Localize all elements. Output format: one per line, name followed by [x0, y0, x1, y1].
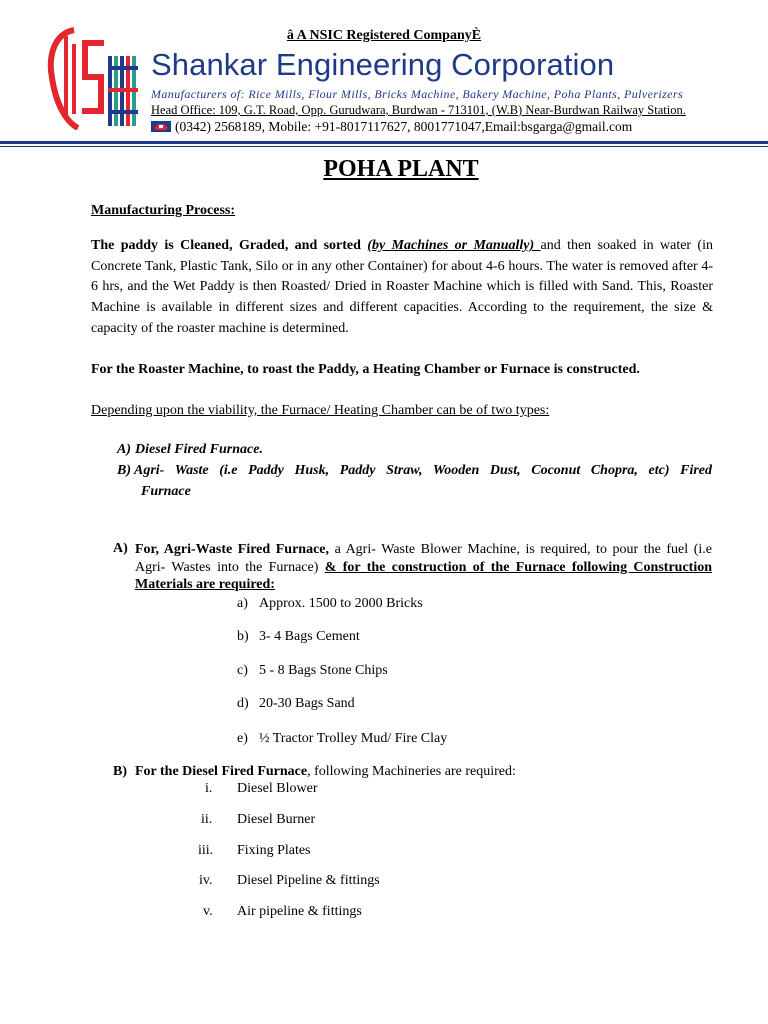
section-a-normal: a Agri- Waste Blower Machine, is required, to pour the fuel (i.e Agri- Wastes into the Furnace) — [135, 542, 712, 575]
material-marker: e) — [237, 731, 248, 746]
nsic-registration-line: â A NSIC Registered CompanyÈ — [286, 28, 482, 43]
section-b-bold: For the Diesel Fired Furnace — [135, 764, 308, 779]
material-marker: c) — [237, 663, 248, 678]
section-b-normal: , following Machineries are required: — [307, 764, 516, 779]
manufacturing-heading: Manufacturing Process: — [91, 203, 235, 218]
company-name: Shankar Engineering Corporation — [151, 47, 615, 82]
machinery-item: Fixing Plates — [237, 843, 311, 858]
header-rule-thin — [0, 146, 768, 147]
page-title: POHA PLANT — [323, 156, 479, 182]
type-a-text: Diesel Fired Furnace. — [135, 442, 263, 457]
type-b-text-cont: Furnace — [141, 484, 191, 499]
head-office-address: Head Office: 109, G.T. Road, Opp. Gurudwara, Burdwan - 713101, (W.B) Near-Burdwan Railway Station. — [151, 103, 686, 117]
para1-bold: The paddy is Cleaned, Graded, and sorted — [91, 238, 368, 253]
type-b-marker: B) — [117, 463, 131, 478]
material-item: ½ Tractor Trolley Mud/ Fire Clay — [259, 731, 448, 746]
header-rule — [0, 141, 768, 144]
material-item: 20-30 Bags Sand — [259, 696, 355, 711]
machinery-item: Diesel Burner — [237, 812, 316, 827]
para1-emphasis: (by Machines or Manually) — [367, 238, 541, 253]
process-paragraph — [91, 236, 713, 340]
machinery-marker: v. — [203, 904, 213, 919]
machinery-item: Diesel Pipeline & fittings — [237, 873, 380, 888]
material-marker: d) — [237, 696, 249, 711]
telephone-icon — [151, 121, 171, 132]
machinery-marker: ii. — [201, 812, 213, 827]
material-marker: a) — [237, 596, 248, 611]
para1-body: and then soaked in water (in Concrete Tank, Plastic Tank, Silo or in any other Container) for about 4-6 hours. The water is removed after 4-6 hrs, and the Wet Paddy is then Roasted/ Dried in Roaster Machine which is filled with Sand. This, Roaster Machine is available in different sizes and different capacities. According to the requirement, the size & capacity of the roaster machine is determined. — [91, 238, 713, 336]
type-b-text: Agri- Waste (i.e Paddy Husk, Paddy Straw, Wooden Dust, Coconut Chopra, etc) Fired — [134, 463, 712, 478]
section-a-paragraph — [135, 541, 712, 594]
company-logo — [44, 26, 144, 130]
section-a-bold: For, Agri-Waste Fired Furnace, — [135, 542, 329, 557]
machinery-marker: iv. — [199, 873, 213, 888]
machinery-item: Air pipeline & fittings — [237, 904, 362, 919]
roaster-paragraph: For the Roaster Machine, to roast the Paddy, a Heating Chamber or Furnace is constructed. — [91, 362, 640, 377]
material-item: 3- 4 Bags Cement — [259, 629, 360, 644]
section-b-marker: B) — [113, 764, 127, 779]
material-item: Approx. 1500 to 2000 Bricks — [259, 596, 423, 611]
contact-text: (0342) 2568189, Mobile: +91-8017117627, 8001771047,Email:bsgarga@gmail.com — [175, 119, 633, 134]
machinery-item: Diesel Blower — [237, 781, 318, 796]
machinery-marker: i. — [205, 781, 213, 796]
manufacturers-line: Manufacturers of: Rice Mills, Flour Mills, Bricks Machine, Bakery Machine, Poha Plants, Pulverizers — [151, 87, 684, 101]
material-item: 5 - 8 Bags Stone Chips — [259, 663, 388, 678]
section-b-heading — [135, 764, 516, 780]
types-intro: Depending upon the viability, the Furnace/ Heating Chamber can be of two types: — [91, 403, 550, 418]
material-marker: b) — [237, 629, 249, 644]
section-a-emphasis: & for the construction of the Furnace following Construction Materials are required: — [135, 559, 712, 592]
contact-line — [151, 119, 632, 135]
section-a-marker: A) — [113, 541, 128, 556]
type-a-marker: A) — [117, 442, 131, 457]
machinery-marker: iii. — [198, 843, 214, 858]
